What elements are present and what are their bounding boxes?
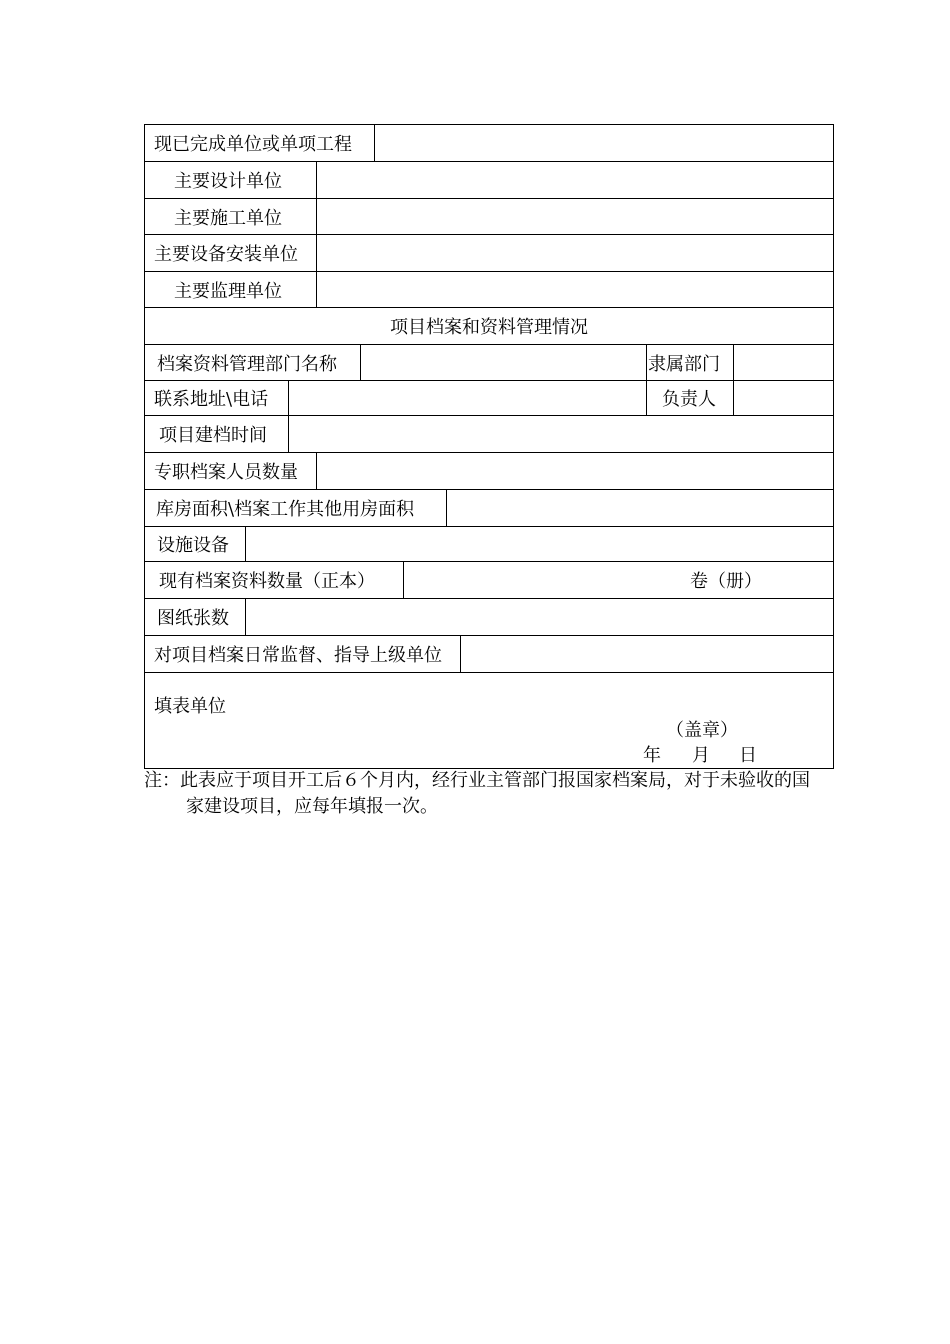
- supervisor-field[interactable]: [461, 636, 833, 672]
- row-section-title: [144, 308, 834, 345]
- responsible-field[interactable]: [734, 381, 833, 415]
- archive-quantity-label: 现有档案资料数量（正本）: [159, 571, 375, 592]
- row-design-unit: [144, 162, 834, 199]
- row-storage-area: [144, 490, 834, 527]
- row-staff-count: [144, 453, 834, 490]
- row-drawing-count: [144, 599, 834, 636]
- supervision-unit-label: 主要监理单位: [174, 280, 282, 302]
- storage-area-field[interactable]: [447, 490, 833, 526]
- row-construction-unit: [144, 199, 834, 235]
- storage-area-label: 库房面积\档案工作其他用房面积: [156, 499, 415, 520]
- drawing-count-label: 图纸张数: [157, 608, 229, 629]
- archive-dept-label: 档案资料管理部门名称: [157, 353, 337, 375]
- row-supervision-unit: [144, 272, 834, 308]
- responsible-label: 负责人: [662, 389, 716, 410]
- section-title: 项目档案和资料管理情况: [390, 317, 588, 338]
- construction-unit-field[interactable]: [317, 199, 833, 234]
- staff-count-field[interactable]: [317, 453, 833, 489]
- facilities-field[interactable]: [246, 527, 833, 561]
- filing-time-label: 项目建档时间: [159, 425, 267, 446]
- date-year-label: 年: [643, 745, 661, 766]
- archive-quantity-field[interactable]: [404, 562, 833, 598]
- contact-field[interactable]: [289, 381, 645, 415]
- construction-unit-label: 主要施工单位: [174, 207, 282, 229]
- archive-form-table: [144, 124, 834, 769]
- affiliated-dept-label: 隶属部门: [648, 353, 720, 375]
- date-month-label: 月: [692, 745, 710, 766]
- completed-units-field[interactable]: [375, 125, 833, 161]
- design-unit-field[interactable]: [317, 162, 833, 198]
- row-completed-units: [144, 124, 834, 162]
- supervisor-label: 对项目档案日常监督、指导上级单位: [154, 645, 442, 666]
- row-archive-quantity: [144, 562, 834, 599]
- date-day-label: 日: [739, 745, 757, 766]
- footnote-line-1: 注：此表应于项目开工后６个月内，经行业主管部门报国家档案局，对于未验收的国: [144, 770, 810, 791]
- row-archive-dept: [144, 345, 834, 381]
- footnote: [144, 768, 836, 820]
- row-filler-unit[interactable]: [144, 673, 834, 769]
- equipment-install-unit-label: 主要设备安装单位: [154, 244, 298, 265]
- completed-units-label: 现已完成单位或单项工程: [154, 134, 352, 155]
- row-equipment-install-unit: [144, 235, 834, 272]
- row-supervisor: [144, 636, 834, 673]
- row-facilities: [144, 527, 834, 562]
- row-contact: [144, 381, 834, 416]
- supervision-unit-field[interactable]: [317, 272, 833, 307]
- drawing-count-field[interactable]: [246, 599, 833, 635]
- filing-time-field[interactable]: [289, 416, 833, 452]
- contact-label: 联系地址\电话: [154, 389, 269, 410]
- facilities-label: 设施设备: [157, 535, 229, 556]
- seal-label: （盖章）: [666, 720, 738, 741]
- volume-unit-label: 卷（册）: [690, 571, 762, 592]
- design-unit-label: 主要设计单位: [174, 171, 282, 192]
- archive-dept-field[interactable]: [361, 345, 645, 380]
- filler-unit-label: 填表单位: [154, 696, 226, 717]
- staff-count-label: 专职档案人员数量: [154, 462, 298, 483]
- footnote-line-2: 家建设项目，应每年填报一次。: [186, 796, 438, 817]
- row-filing-time: [144, 416, 834, 453]
- equipment-install-unit-field[interactable]: [317, 235, 833, 271]
- affiliated-dept-field[interactable]: [734, 345, 833, 380]
